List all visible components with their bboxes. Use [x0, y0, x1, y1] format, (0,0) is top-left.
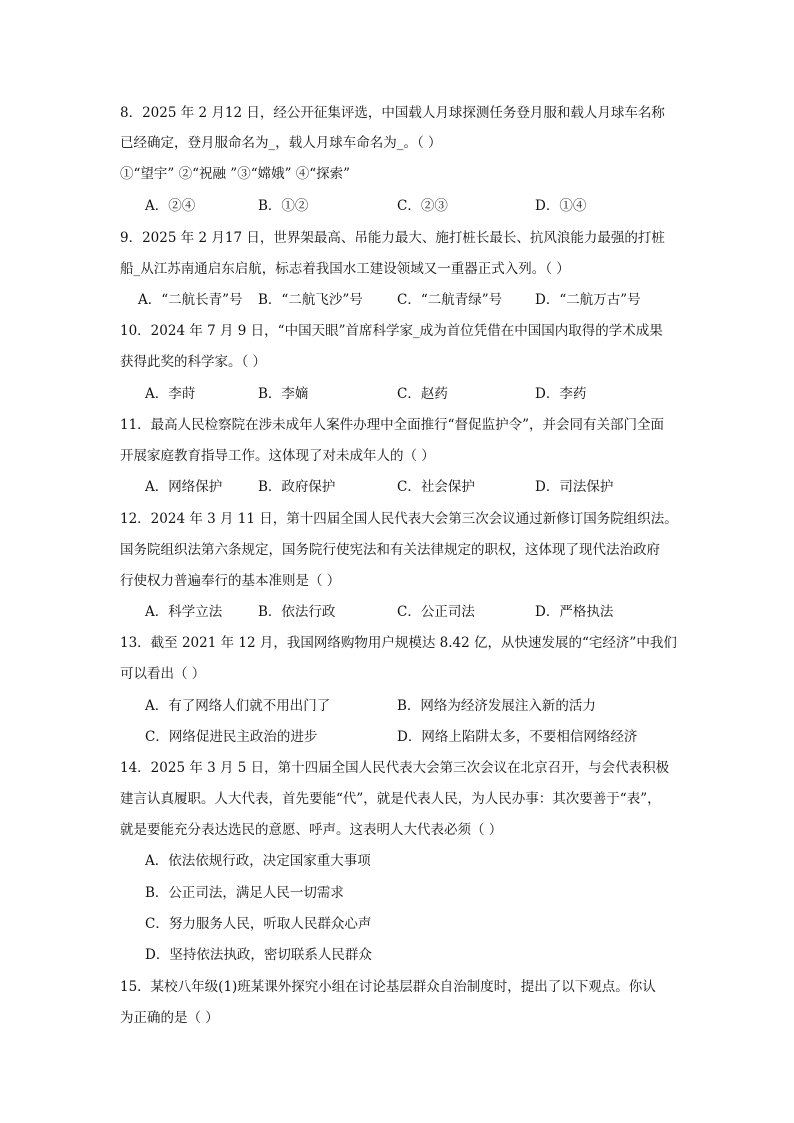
question-8-stem-line-2: 已经确定，登月服命名为_，载人月球车命名为_。（ ）: [120, 135, 442, 151]
question-9-option-a: A．“二航长青”号: [138, 292, 243, 308]
question-14-option-c: C．努力服务人民，听取人民群众心声: [145, 916, 372, 932]
question-12-option-a: A．科学立法: [145, 604, 223, 620]
question-9-stem-line-2: 船_从江苏南通启东启航，标志着我国水工建设领域又一重器正式入列。（ ）: [120, 261, 570, 277]
question-13-option-c: C．网络促进民主政治的进步: [145, 729, 318, 745]
question-8-option-c: C．②③: [397, 198, 448, 214]
question-12-option-c: C．公正司法: [397, 604, 475, 620]
question-14-option-a: A．依法依规行政，决定国家重大事项: [145, 853, 371, 869]
question-12-stem-line-1: 12．2024 年 3 月 11 日，第十四届全国人民代表大会第三次会议通过新修订国务院组织法。: [120, 511, 678, 527]
question-8-option-a: A．②④: [145, 198, 196, 214]
question-13-option-b: B．网络为经济发展注入新的活力: [397, 698, 596, 714]
question-10-stem-line-1: 10．2024 年 7 月 9 日，“中国天眼”首席科学家_成为首位凭借在中国国内取得的学术成果: [120, 323, 663, 339]
question-14-stem-line-2: 建言认真履职。人大代表，首先要能“代”，就是代表人民，为人民办事：其次要善于“表”，: [120, 791, 661, 807]
question-11-option-b: B．政府保护: [258, 479, 336, 495]
question-8-stem-line-1: 8．2025 年 2 月12 日，经公开征集评选，中国载人月球探测任务登月服和载人月球车名称: [120, 105, 665, 121]
question-14-stem-line-1: 14．2025 年 3 月 5 日，第十四届全国人民代表大会第三次会议在北京召开，与会代表积极: [120, 760, 670, 776]
question-12-stem-line-2: 国务院组织法第六条规定，国务院行使宪法和有关法律规定的职权，这体现了现代法治政府: [120, 542, 660, 558]
question-12-option-b: B．依法行政: [258, 604, 336, 620]
question-8-option-b: B．①②: [258, 198, 309, 214]
question-8-option-d: D．①④: [535, 198, 587, 214]
question-15-stem-line-1: 15．某校八年级(1)班某课外探究小组在讨论基层群众自治制度时，提出了以下观点。你认: [120, 979, 656, 995]
question-14-option-b: B．公正司法，满足人民一切需求: [145, 885, 344, 901]
question-11-option-c: C．社会保护: [397, 479, 475, 495]
question-11-option-a: A．网络保护: [145, 479, 223, 495]
question-9-stem-line-1: 9．2025 年 2 月17 日，世界架最高、吊能力最大、施打桩长最长、抗风浪能力最强的打桩: [120, 230, 665, 246]
question-13-option-a: A．有了网络人们就不用出门了: [145, 698, 331, 714]
question-11-stem-line-2: 开展家庭教育指导工作。这体现了对未成年人的（ ）: [120, 448, 435, 464]
question-10-option-b: B．李嫡: [258, 386, 309, 402]
question-8-choices-list: ①“望宇” ②“祝融 ”③“嫦娥” ④“探索”: [120, 166, 351, 182]
question-14-option-d: D．坚持依法执政，密切联系人民群众: [145, 947, 372, 963]
question-10-stem-line-2: 获得此奖的科学家。（ ）: [120, 354, 267, 370]
question-10-option-c: C．赵药: [397, 386, 448, 402]
question-9-option-b: B．“二航飞沙”号: [258, 292, 363, 308]
question-11-option-d: D．司法保护: [535, 479, 614, 495]
question-13-stem-line-2: 可以看出（ ）: [120, 666, 206, 682]
question-11-stem-line-1: 11．最高人民检察院在涉未成年人案件办理中全面推行“督促监护令”，并会同有关部门全面: [120, 417, 664, 433]
question-10-option-d: D．李药: [535, 386, 587, 402]
question-14-stem-line-3: 就是要能充分表达选民的意愿、呼声。这表明人大代表必须（ ）: [120, 822, 503, 838]
question-10-option-a: A．李莳: [145, 386, 196, 402]
question-13-option-d: D．网络上陷阱太多，不要相信网络经济: [397, 729, 638, 745]
question-12-stem-line-3: 行使权力普遍奉行的基本准则是（ ）: [120, 573, 341, 589]
question-9-option-d: D．“二航万古”号: [535, 292, 641, 308]
question-13-stem-line-1: 13．截至 2021 年 12 月，我国网络购物用户规模达 8.42 亿，从快速发展的“宅经济”中我们: [120, 635, 677, 651]
question-9-option-c: C．“二航青绿”号: [397, 292, 503, 308]
question-15-stem-line-2: 为正确的是（ ）: [120, 1010, 219, 1026]
question-12-option-d: D．严格执法: [535, 604, 614, 620]
